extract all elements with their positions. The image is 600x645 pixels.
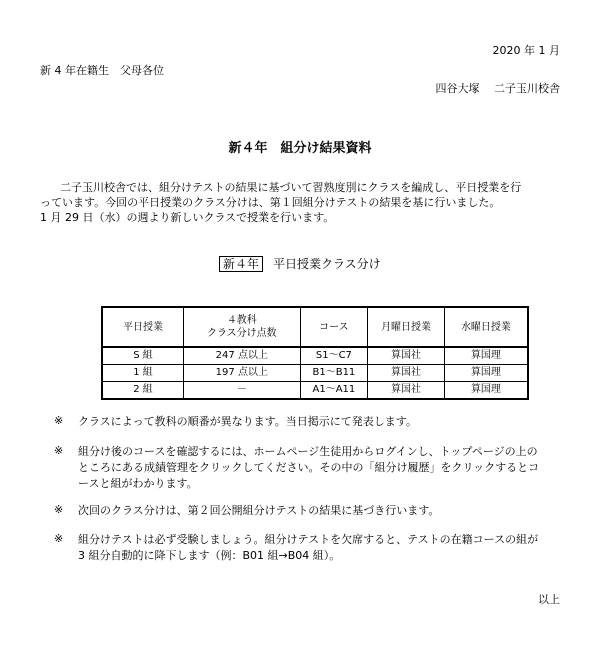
header-monday: 月曜日授業 <box>368 307 445 347</box>
cell-class: 2 組 <box>102 382 184 400</box>
note-line: 3 組分自動的に降下します（例：B01 組→B04 組）。 <box>78 549 341 562</box>
note-item <box>54 414 564 430</box>
cell-monday: 算国社 <box>368 365 445 382</box>
intro-line-3: 1 月 29 日（水）の週より新しいクラスで授業を行います。 <box>40 211 335 224</box>
intro-paragraph <box>40 180 570 225</box>
cell-monday: 算国社 <box>368 347 445 365</box>
header-score-line-2: クラス分け点数 <box>206 328 277 339</box>
document-date: 2020 年 1 月 <box>492 44 560 57</box>
intro-line-1: 二子玉川校舎では、組分けテストの結果に基づいて習熟度別にクラスを編成し、平日授業を行 <box>60 181 522 194</box>
class-assignment-table <box>101 306 529 400</box>
cell-monday: 算国社 <box>368 382 445 400</box>
cell-class: S 組 <box>102 347 184 365</box>
cell-score: 197 点以上 <box>184 365 300 382</box>
note-mark: ※ <box>54 503 64 516</box>
closing-word: 以上 <box>538 593 560 606</box>
note-text <box>78 444 564 492</box>
grade-box-label: 新４年 <box>219 256 263 272</box>
note-item <box>54 532 564 564</box>
table-row <box>102 382 528 400</box>
note-item <box>54 503 564 519</box>
header-weekday-class: 平日授業 <box>102 307 184 347</box>
section-heading-text: 平日授業クラス分け <box>273 257 381 271</box>
section-heading <box>219 256 381 272</box>
cell-wednesday: 算国理 <box>444 347 528 365</box>
note-item <box>54 444 564 492</box>
header-score-line-1: ４教科 <box>226 315 257 326</box>
header-course: コース <box>300 307 368 347</box>
recipient-line: 新 4 年在籍生 父母各位 <box>40 64 164 77</box>
note-line: ところにある成績管理をクリックしてください。その中の「組分け履歴」をクリックするとコ <box>78 461 540 474</box>
table-row <box>102 347 528 365</box>
cell-class: 1 組 <box>102 365 184 382</box>
note-mark: ※ <box>54 444 64 457</box>
note-mark: ※ <box>54 414 64 427</box>
document-title: 新４年 組分け結果資料 <box>228 141 372 156</box>
note-text <box>78 532 564 564</box>
note-text: クラスによって教科の順番が異なります。当日掲示にて発表します。 <box>78 415 417 428</box>
header-score <box>184 307 300 347</box>
table-header-row <box>102 307 528 347</box>
cell-course: A1～A11 <box>300 382 368 400</box>
cell-score: － <box>184 382 300 400</box>
note-line: ースと組がわかります。 <box>78 477 198 490</box>
note-mark: ※ <box>54 532 64 545</box>
header-wednesday: 水曜日授業 <box>444 307 528 347</box>
sender-line: 四谷大塚 二子玉川校舎 <box>435 82 560 95</box>
note-line: 組分けテストは必ず受験しましょう。組分けテストを欠席すると、テストの在籍コースの組が <box>78 533 539 546</box>
intro-line-2: っています。今回の平日授業のクラス分けは、第１回組分けテストの結果を基に行いました。 <box>40 196 501 209</box>
cell-score: 247 点以上 <box>184 347 300 365</box>
cell-course: S1～C7 <box>300 347 368 365</box>
note-line: 組分け後のコースを確認するには、ホームページ生徒用からログインし、トップページの上の <box>78 445 538 458</box>
table-row <box>102 365 528 382</box>
cell-wednesday: 算国理 <box>444 382 528 400</box>
note-text: 次回のクラス分けは、第２回公開組分けテストの結果に基づき行います。 <box>78 504 440 517</box>
cell-wednesday: 算国理 <box>444 365 528 382</box>
cell-course: B1～B11 <box>300 365 368 382</box>
